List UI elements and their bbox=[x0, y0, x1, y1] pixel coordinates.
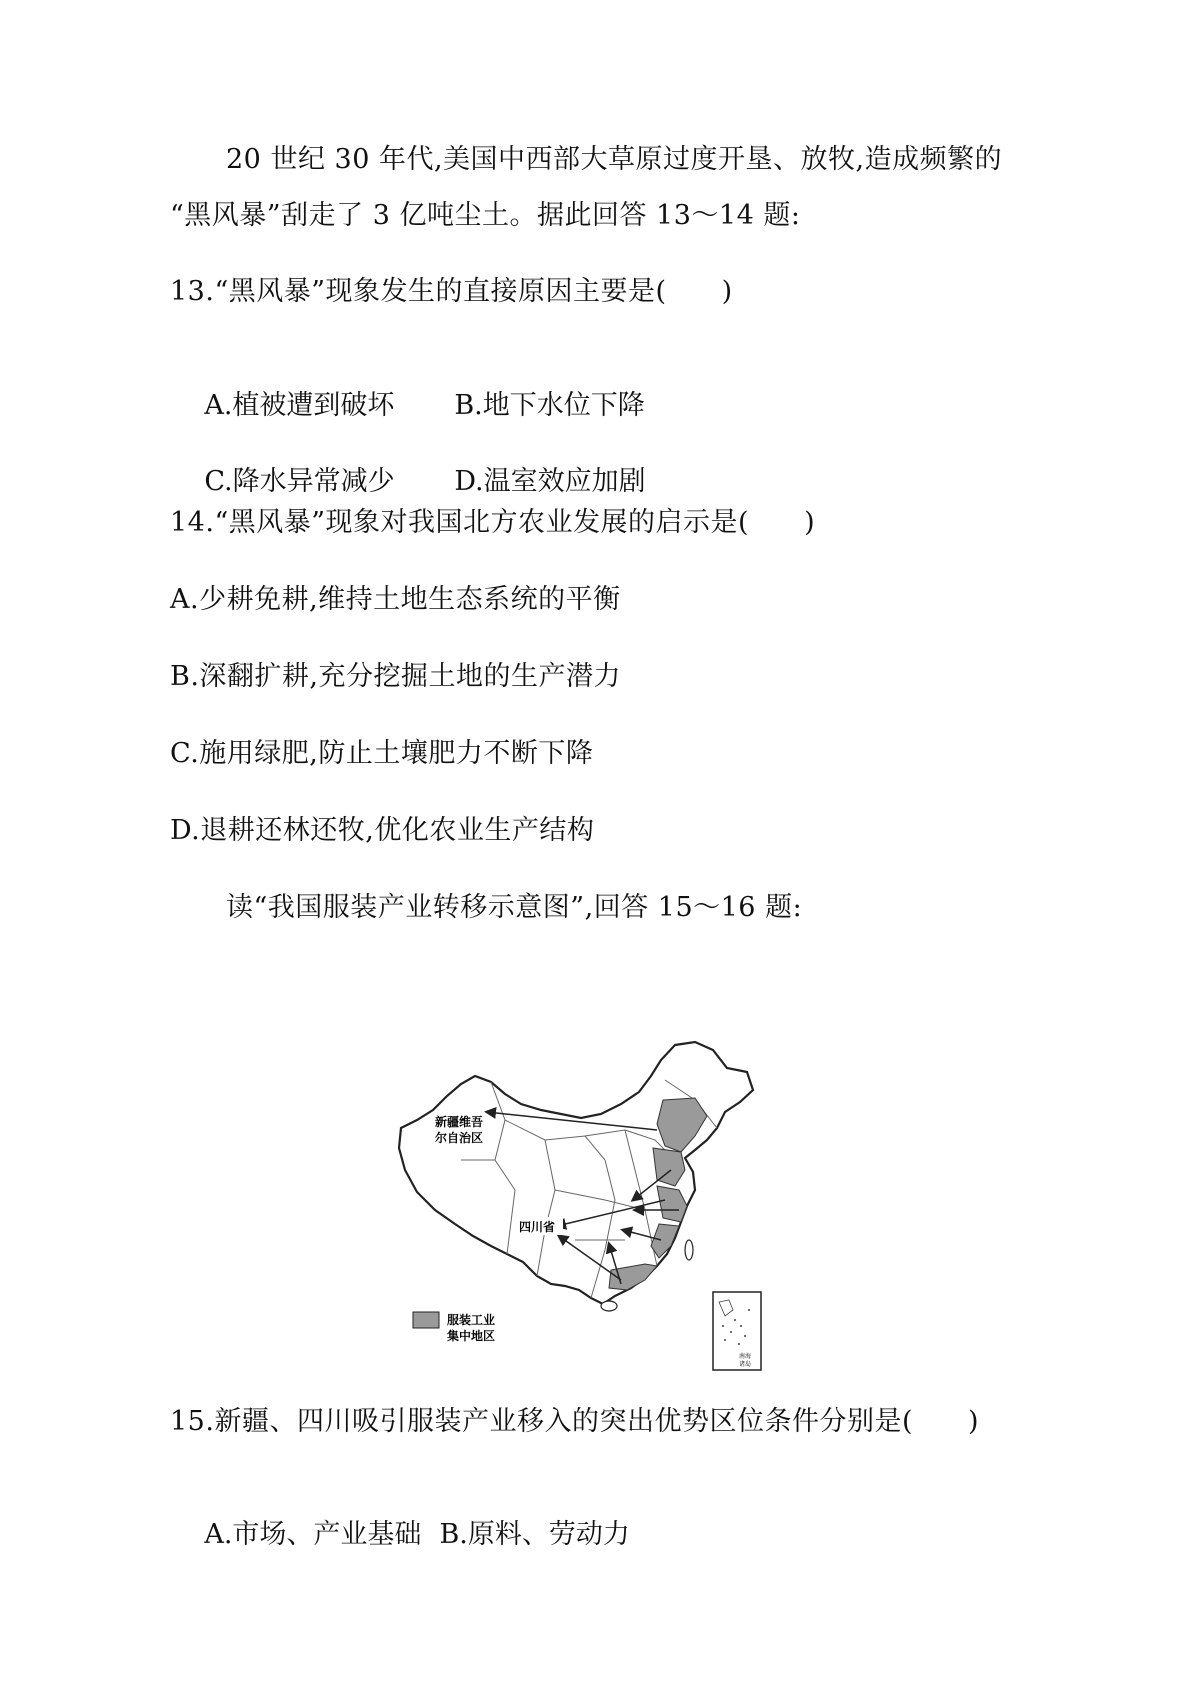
question-14-option-a: A.少耕免耕,维持土地生态系统的平衡 bbox=[170, 584, 621, 615]
legend-label-line-1: 服装工业 bbox=[447, 1313, 496, 1327]
passage-2-line-1: 读“我国服装产业转移示意图”,回答 15～16 题: bbox=[226, 892, 803, 923]
clothing-industry-transfer-map bbox=[395, 1040, 815, 1385]
china-outline bbox=[399, 1042, 753, 1304]
south-china-sea-inset bbox=[713, 1292, 761, 1370]
question-15-option-b: B.原料、劳动力 bbox=[439, 1519, 630, 1550]
inset-label-line-1: 南海 bbox=[739, 1353, 752, 1360]
question-15-options-row-1 bbox=[170, 1481, 630, 1589]
label-xinjiang-line-2: 尔自治区 bbox=[435, 1131, 484, 1145]
question-15-option-a: A.市场、产业基础 bbox=[204, 1519, 422, 1550]
question-13-option-b: B.地下水位下降 bbox=[454, 390, 645, 421]
question-14-stem: 14.“黑风暴”现象对我国北方农业发展的启示是( ) bbox=[170, 507, 816, 538]
label-sichuan: 四川省 bbox=[519, 1220, 556, 1234]
question-13-option-c: C.降水异常减少 bbox=[204, 466, 395, 497]
question-14-option-d: D.退耕还林还牧,优化农业生产结构 bbox=[170, 815, 595, 846]
question-13-stem: 13.“黑风暴”现象发生的直接原因主要是( ) bbox=[170, 276, 733, 307]
china-map-svg bbox=[395, 1040, 815, 1385]
question-15-stem: 15.新疆、四川吸引服装产业移入的突出优势区位条件分别是( ) bbox=[170, 1406, 980, 1437]
inset-label-line-2: 诸岛 bbox=[739, 1361, 752, 1368]
passage-1-line-1: 20 世纪 30 年代,美国中西部大草原过度开垦、放牧,造成频繁的 bbox=[226, 144, 1003, 175]
question-14-option-b: B.深翻扩耕,充分挖掘土地的生产潜力 bbox=[170, 661, 622, 692]
legend-swatch bbox=[413, 1312, 439, 1328]
hainan-island bbox=[601, 1301, 617, 1311]
question-14-option-c: C.施用绿肥,防止土壤肥力不断下降 bbox=[170, 738, 594, 769]
legend-label-line-2: 集中地区 bbox=[447, 1329, 496, 1343]
label-xinjiang-line-1: 新疆维吾 bbox=[435, 1115, 484, 1129]
question-13-option-a: A.植被遭到破坏 bbox=[204, 390, 395, 421]
passage-1-line-2: “黑风暴”刮走了 3 亿吨尘土。据此回答 13～14 题: bbox=[170, 200, 801, 231]
question-13-option-d: D.温室效应加剧 bbox=[454, 466, 646, 497]
taiwan-island bbox=[685, 1240, 693, 1260]
